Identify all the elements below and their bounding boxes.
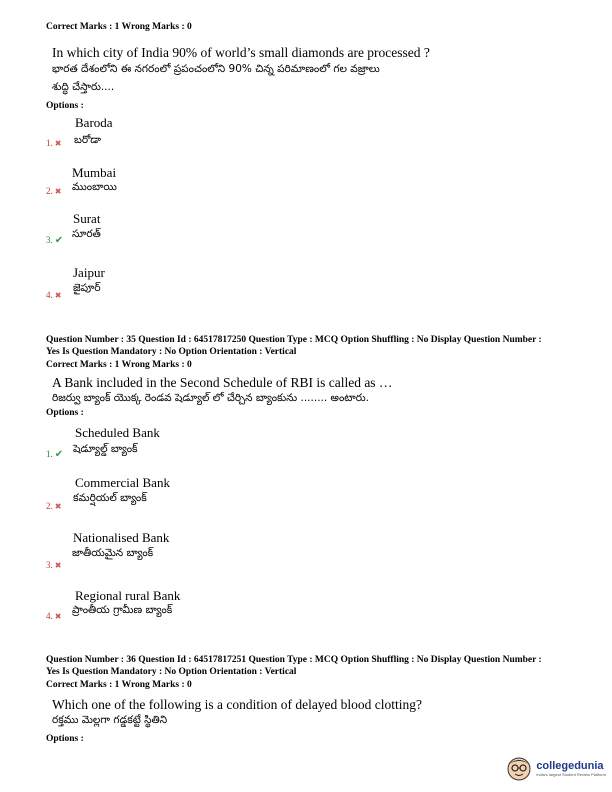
option-number: 4. ✖ xyxy=(46,611,62,621)
option-te: జైపూర్ xyxy=(73,282,101,294)
marks-line-2: Correct Marks : 1 Wrong Marks : 0 xyxy=(46,360,192,370)
logo-name: collegedunia xyxy=(536,759,604,772)
option-number: 4. ✖ xyxy=(46,290,62,300)
wrong-mark-icon: ✖ xyxy=(54,187,62,196)
option-number: 2. ✖ xyxy=(46,186,62,196)
options-label-1: Options : xyxy=(46,101,84,111)
option-te: సూరత్ xyxy=(72,228,101,240)
option-te: బరోడా xyxy=(74,134,102,146)
option-te: కమర్షియల్ బ్యాంక్ xyxy=(73,492,147,504)
option-en: Jaipur xyxy=(73,265,105,280)
check-mark-icon: ✔ xyxy=(54,235,64,246)
marks-line-3: Correct Marks : 1 Wrong Marks : 0 xyxy=(46,680,192,690)
question-header-36b: Yes Is Question Mandatory : No Option Orientation : Vertical xyxy=(46,667,297,677)
option-en: Scheduled Bank xyxy=(75,425,160,440)
mascot-icon xyxy=(505,754,533,782)
option-number: 3. ✖ xyxy=(46,560,62,570)
question-header-35b: Yes Is Question Mandatory : No Option Orientation : Vertical xyxy=(46,347,297,357)
option-te: షెడ్యూల్డ్ బ్యాంక్ xyxy=(73,443,138,455)
option-en: Surat xyxy=(73,211,101,226)
option-number: 1. ✔ xyxy=(46,449,64,460)
question-text-te-1a: భారత దేశంలోని ఈ నగరంలో ప్రపంచంలోని 90% చిన్న పరిమాణంలో గల వజ్రాలు xyxy=(52,63,380,75)
question-header-35a: Question Number : 35 Question Id : 64517817250 Question Type : MCQ Option Shuffling : No Display Question Number : xyxy=(46,335,542,345)
question-text-en-2: A Bank included in the Second Schedule of RBI is called as … xyxy=(52,375,393,390)
marks-line-1: Correct Marks : 1 Wrong Marks : 0 xyxy=(46,22,192,32)
question-text-en-1: In which city of India 90% of world’s small diamonds are processed ? xyxy=(52,45,430,60)
logo-tagline: India's largest Student Review Platform xyxy=(536,771,606,777)
question-text-te-2: రిజర్వు బ్యాంక్ యొక్క రెండవ షెడ్యూల్ లో చేర్చిన బ్యాంకును ........ అంటారు. xyxy=(52,392,369,404)
collegedunia-logo[interactable] xyxy=(505,754,606,782)
options-label-2: Options : xyxy=(46,408,84,418)
option-en: Mumbai xyxy=(72,165,117,180)
question-header-36a: Question Number : 36 Question Id : 64517817251 Question Type : MCQ Option Shuffling : No Display Question Number : xyxy=(46,655,542,665)
question-text-te-3: రక్తము మెల్లగా గడ్డకట్టే స్థితిని xyxy=(52,714,168,726)
option-en: Commercial Bank xyxy=(75,475,170,490)
option-en: Nationalised Bank xyxy=(73,530,170,545)
options-label-3: Options : xyxy=(46,734,84,744)
wrong-mark-icon: ✖ xyxy=(54,612,62,621)
option-number: 3. ✔ xyxy=(46,235,64,246)
option-te: ప్రాంతీయ గ్రామీణ బ్యాంక్ xyxy=(72,604,173,616)
option-number: 2. ✖ xyxy=(46,501,62,511)
option-te: జాతీయమైన బ్యాంక్ xyxy=(72,547,154,559)
option-te: ముంబాయి xyxy=(72,181,117,193)
wrong-mark-icon: ✖ xyxy=(54,139,62,148)
check-mark-icon: ✔ xyxy=(54,449,64,460)
question-text-te-1b: శుద్ధి చేస్తారు.... xyxy=(52,81,115,93)
option-number: 1. ✖ xyxy=(46,138,62,148)
wrong-mark-icon: ✖ xyxy=(54,291,62,300)
wrong-mark-icon: ✖ xyxy=(54,502,62,511)
question-text-en-3: Which one of the following is a condition of delayed blood clotting? xyxy=(52,697,423,712)
option-en: Regional rural Bank xyxy=(75,588,181,603)
wrong-mark-icon: ✖ xyxy=(54,561,62,570)
option-en: Baroda xyxy=(75,115,113,130)
